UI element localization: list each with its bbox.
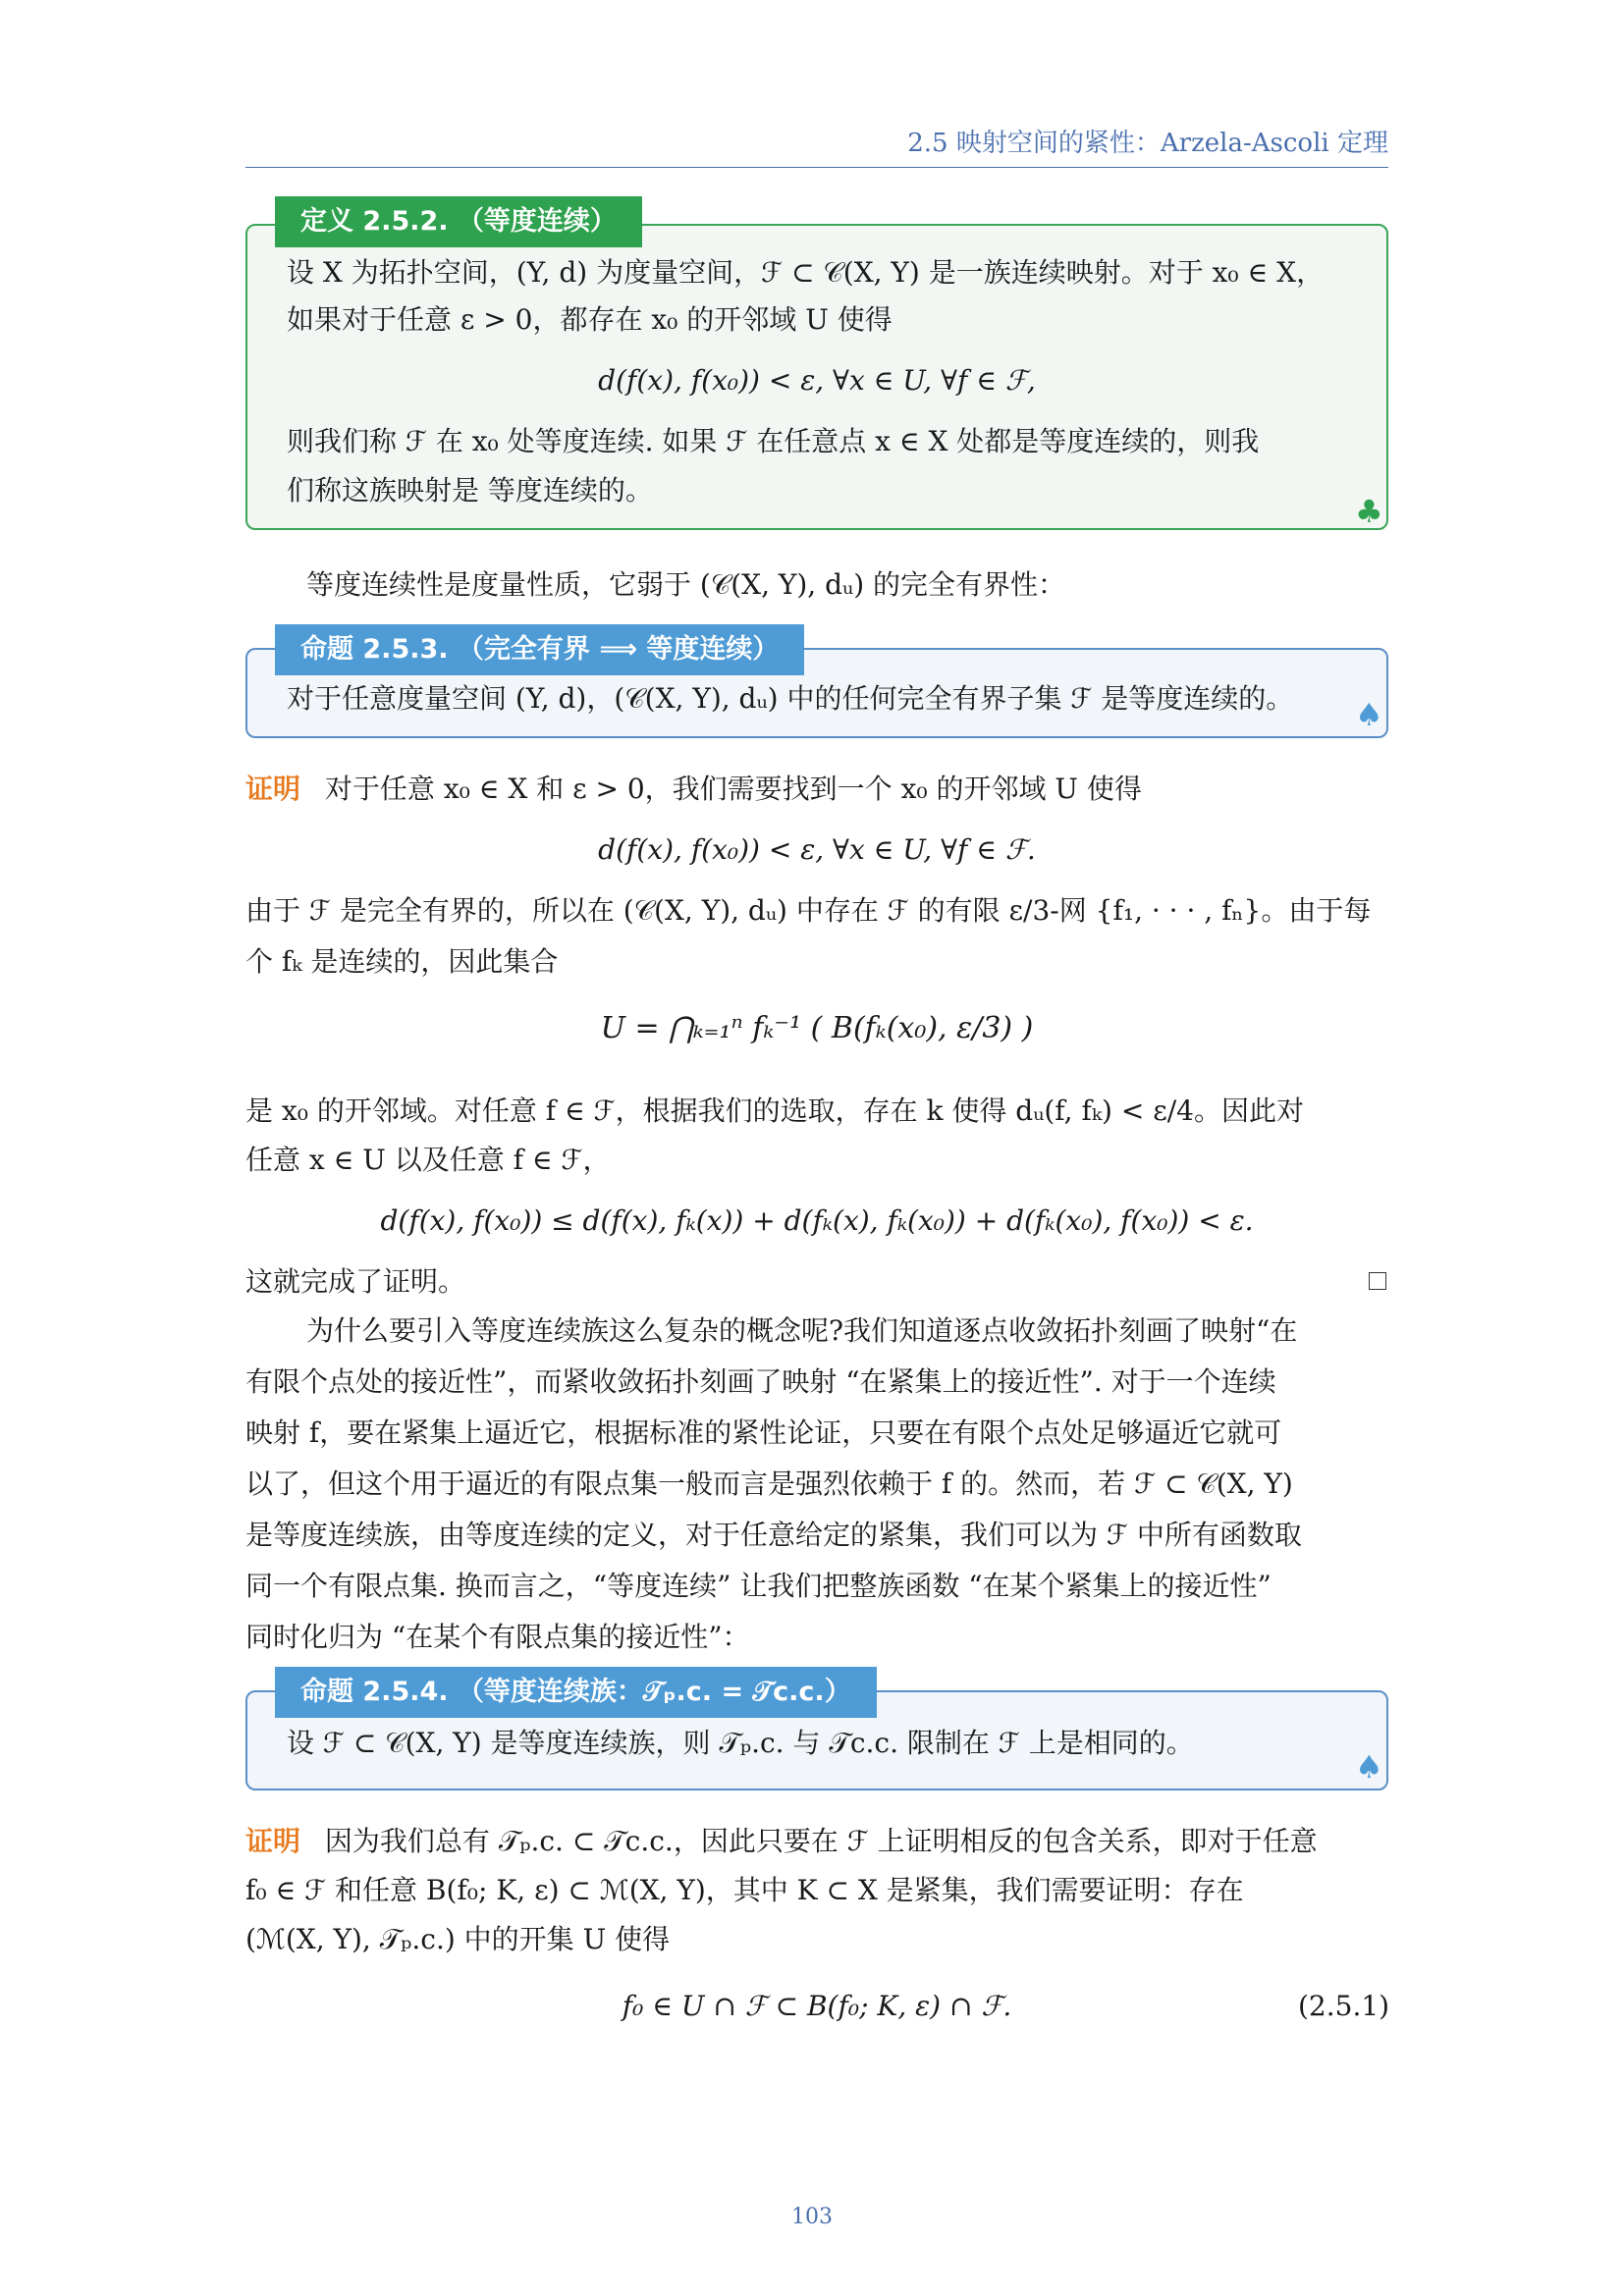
proof-1-line-1 [245,770,1142,809]
paragraph-2-line-7: 同时化归为 “在某个有限点集的接近性”： [245,1621,750,1653]
paragraph-2-line-5: 是等度连续族，由等度连续的定义，对于任意给定的紧集，我们可以为 ℱ 中所有函数取 [245,1519,1302,1551]
definition-line-1: 设 X 为拓扑空间，(Y, d) 为度量空间，ℱ ⊂ 𝒞(X, Y) 是一族连续映射。对于 x₀ ∈ X， [287,256,1325,289]
proposition-2-title: 命题 2.5.4. （等度连续族：𝒯ₚ.c. = 𝒯c.c.） [275,1667,877,1718]
proof-1-label: 证明 [245,773,301,805]
proof-2-text-1: 因为我们总有 𝒯ₚ.c. ⊂ 𝒯c.c.，因此只要在 ℱ 上证明相反的包含关系，即对于任意 [324,1825,1318,1857]
definition-line-2: 如果对于任意 ε > 0，都存在 x₀ 的开邻域 U 使得 [287,303,893,336]
proof-2-text-3: (ℳ(X, Y), 𝒯ₚ.c.) 中的开集 U 使得 [245,1923,671,1955]
proposition-1-title: 命题 2.5.3. （完全有界 ⟹ 等度连续） [275,624,804,675]
definition-line-3: 则我们称 ℱ 在 x₀ 处等度连续. 如果 ℱ 在任意点 x ∈ X 处都是等度连续的，则我 [287,425,1260,457]
paragraph-2-line-2: 有限个点处的接近性”，而紧收敛拓扑刻画了映射 “在紧集上的接近性”. 对于一个连续 [245,1365,1276,1398]
proof-2-text-2: f₀ ∈ ℱ 和任意 B(f₀; K, ε) ⊂ ℳ(X, Y)，其中 K ⊂ X 是紧集，我们需要证明：存在 [245,1874,1244,1906]
qed-box-icon [1369,1272,1386,1290]
running-header: 2.5 映射空间的紧性：Arzela-Ascoli 定理 [245,126,1388,168]
equation-number: (2.5.1) [1298,1990,1390,2022]
proof-2-equation: f₀ ∈ U ∩ ℱ ⊂ B(f₀; K, ε) ∩ ℱ. [622,1990,1012,2022]
proof-1-text-3: 个 fₖ 是连续的，因此集合 [245,945,559,978]
paragraph-2-line-6: 同一个有限点集. 换而言之，“等度连续” 让我们把整族函数 “在某个紧集上的接近性” [245,1570,1272,1602]
proof-1-equation-1: d(f(x), f(x₀)) < ε, ∀x ∈ U, ∀f ∈ ℱ. [598,833,1036,866]
proof-1-text-5: 任意 x ∈ U 以及任意 f ∈ ℱ， [245,1144,611,1176]
paragraph-2-line-4: 以了，但这个用于逼近的有限点集一般而言是强烈依赖于 f 的。然而，若 ℱ ⊂ 𝒞(X, Y) [245,1468,1293,1500]
definition-line-4: 们称这族映射是 等度连续的。 [287,474,653,507]
proof-1-text-4: 是 x₀ 的开邻域。对任意 f ∈ ℱ，根据我们的选取，存在 k 使得 dᵤ(f, fₖ) < ε/4。因此对 [245,1095,1304,1127]
proof-1-equation-3: d(f(x), f(x₀)) ≤ d(f(x), fₖ(x)) + d(fₖ(x), fₖ(x₀)) + d(fₖ(x₀), f(x₀)) < ε. [380,1204,1254,1237]
spade-icon: ♠ [1355,1748,1383,1786]
proof-1-text-6: 这就完成了证明。 [245,1265,466,1298]
proof-1-text-2: 由于 ℱ 是完全有界的，所以在 (𝒞(X, Y), dᵤ) 中存在 ℱ 的有限 ε/3-网 {f₁, · · · , fₙ}。由于每 [245,894,1372,927]
proposition-1-text: 对于任意度量空间 (Y, d)，(𝒞(X, Y), dᵤ) 中的任何完全有界子集 ℱ 是等度连续的。 [287,682,1294,715]
definition-equation: d(f(x), f(x₀)) < ε, ∀x ∈ U, ∀f ∈ ℱ, [598,364,1036,397]
proof-1-equation-2: U = ⋂ₖ₌₁ⁿ fₖ⁻¹ ( B(fₖ(x₀), ε/3) ) [600,1011,1034,1045]
spade-icon: ♠ [1355,696,1383,733]
paragraph-2-line-3: 映射 f，要在紧集上逼近它，根据标准的紧性论证，只要在有限个点处足够逼近它就可 [245,1416,1282,1449]
proof-2-label: 证明 [245,1825,301,1857]
club-icon: ♣ [1355,493,1383,530]
paragraph-2-line-1: 为什么要引入等度连续族这么复杂的概念呢?我们知道逐点收敛拓扑刻画了映射“在 [306,1314,1298,1347]
proposition-2-text: 设 ℱ ⊂ 𝒞(X, Y) 是等度连续族，则 𝒯ₚ.c. 与 𝒯c.c. 限制在 ℱ 上是相同的。 [287,1727,1194,1759]
paragraph-1: 等度连续性是度量性质，它弱于 (𝒞(X, Y), dᵤ) 的完全有界性： [306,568,1066,601]
definition-title: 定义 2.5.2. （等度连续） [275,196,642,247]
proof-1-text-1: 对于任意 x₀ ∈ X 和 ε > 0，我们需要找到一个 x₀ 的开邻域 U 使得 [324,773,1142,805]
page-number: 103 [791,2205,833,2229]
proof-2-line-1 [245,1822,1318,1861]
